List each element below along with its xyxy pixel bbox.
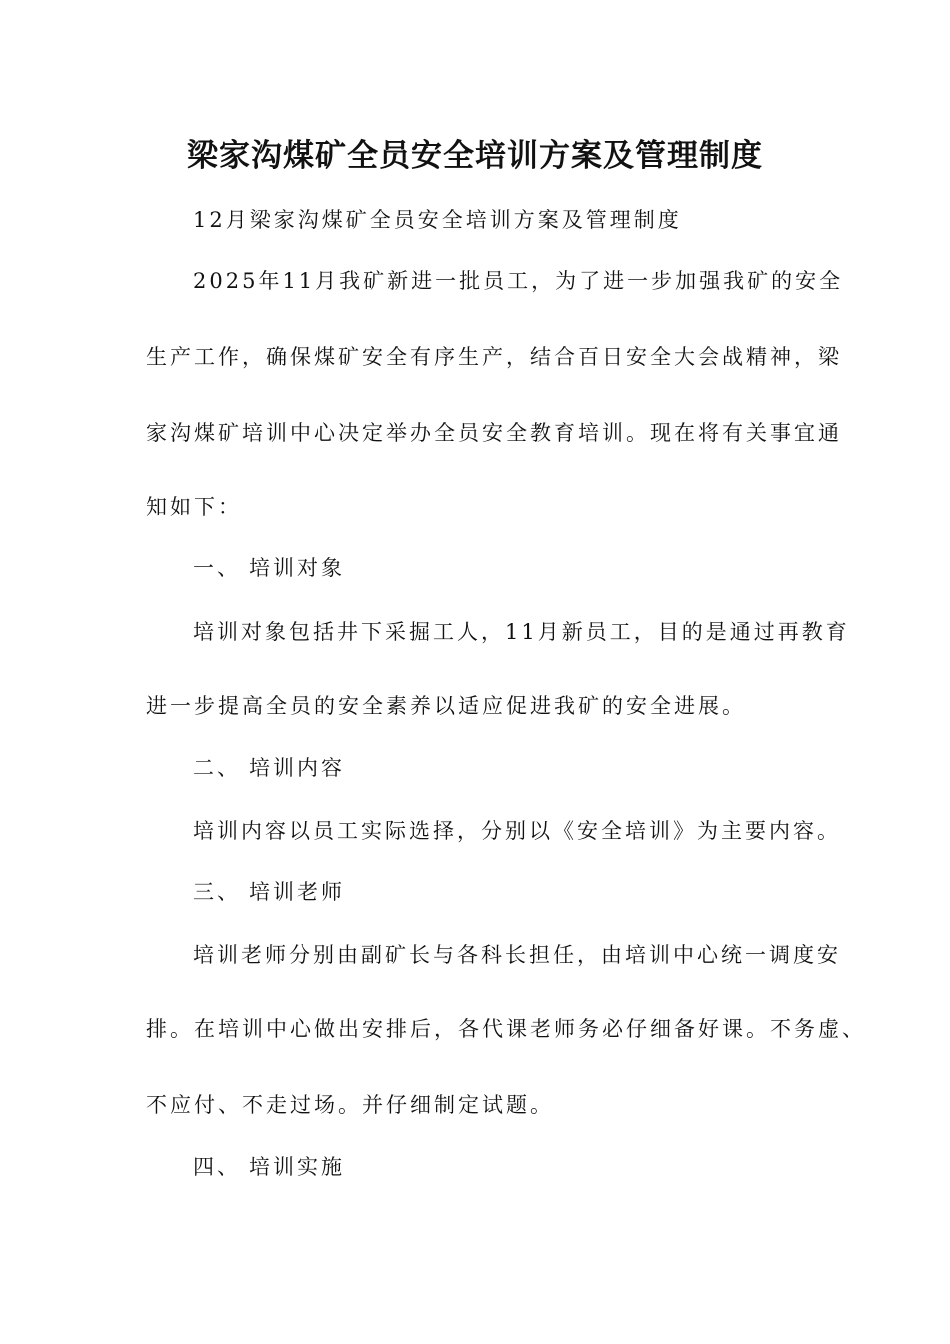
intro-line-1: 2025年11月我矿新进一批员工，为了进一步加强我矿的安全	[193, 269, 844, 293]
paragraph-line: 进一步提高全员的安全素养以适应促进我矿的安全进展。	[146, 694, 746, 718]
paragraph-line: 不应付、不走过场。并仔细制定试题。	[146, 1093, 554, 1117]
section-title: 培训内容	[249, 756, 345, 780]
section-number: 一、	[193, 556, 241, 580]
paragraph-line: 培训对象包括井下采掘工人，11月新员工，目的是通过再教育	[193, 620, 850, 644]
section-number: 三、	[193, 880, 241, 904]
section-heading-3	[193, 877, 345, 907]
paragraph-line: 培训老师分别由副矿长与各科长担任，由培训中心统一调度安	[193, 943, 841, 967]
document-title: 梁家沟煤矿全员安全培训方案及管理制度	[187, 138, 763, 174]
section-heading-2	[193, 753, 345, 783]
document-subtitle: 12月梁家沟煤矿全员安全培训方案及管理制度	[193, 208, 682, 232]
section-title: 培训对象	[249, 556, 345, 580]
section-title: 培训实施	[249, 1155, 345, 1179]
section-heading-1	[193, 553, 345, 583]
section-number: 四、	[193, 1155, 241, 1179]
section-number: 二、	[193, 756, 241, 780]
paragraph-line: 排。在培训中心做出安排后，各代课老师务必仔细备好课。不务虚、	[146, 1017, 866, 1041]
intro-line-4: 知如下：	[146, 495, 242, 519]
intro-line-3: 家沟煤矿培训中心决定举办全员安全教育培训。现在将有关事宜通	[146, 421, 842, 445]
paragraph-line: 培训内容以员工实际选择，分别以《安全培训》为主要内容。	[193, 819, 841, 843]
section-heading-4	[193, 1152, 345, 1182]
section-title: 培训老师	[249, 880, 345, 904]
intro-line-2: 生产工作，确保煤矿安全有序生产，结合百日安全大会战精神，梁	[146, 345, 842, 369]
